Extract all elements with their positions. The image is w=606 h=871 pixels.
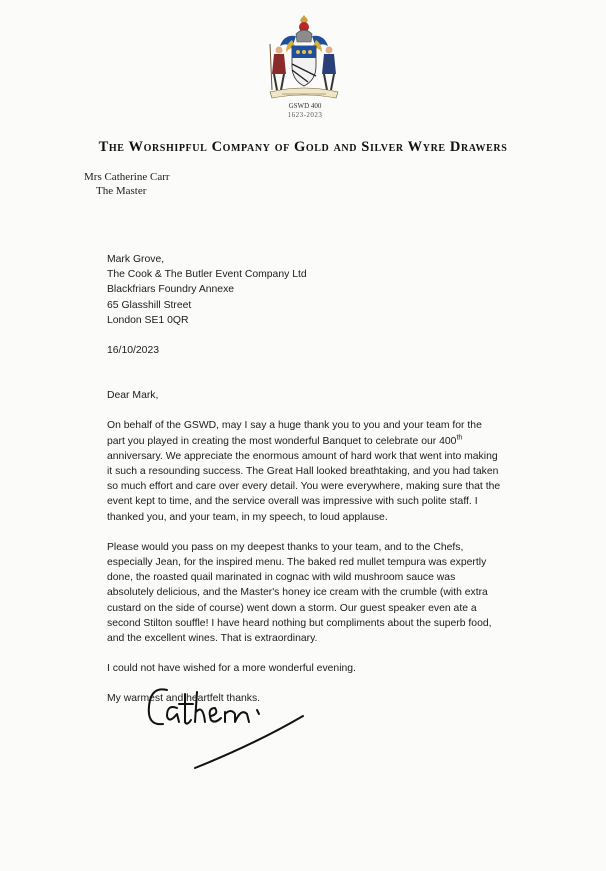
paragraph-3: I could not have wished for a more wonderful evening. xyxy=(107,663,356,675)
sender-name: Mrs Catherine Carr xyxy=(84,171,170,183)
address-line: London SE1 0QR xyxy=(107,314,189,326)
paragraph-1-end: anniversary. We appreciate the enormous amount of hard work that went into making it such a resounding success. The Great Hall looked breathtaking, and you had taken so much effort and care over every detail. You were everywhere, making sure that the event kept to time, and the service overall was impressive with such polite staff. I thanked you, and your team, in my speech, to loud applause. xyxy=(107,450,501,523)
paragraph-2: Please would you pass on my deepest thanks to your team, and to the Chefs, especially Jean, for the inspired menu. The baked red mullet tempura was expertly done, the roasted quail marinated in cognac with wild mushroom sauce was absolutely delicious, and the Master's honey ice cream with the crumble (with extra custard on the side of course) went down a storm. Our guest speaker even ate a second Stilton souffle! I have heard nothing but compliments about the superb food, and the excellent wines. That is extraordinary. xyxy=(107,541,492,645)
sender-role: The Master xyxy=(96,185,147,197)
address-line: The Cook & The Butler Event Company Ltd xyxy=(107,269,307,281)
salutation: Dear Mark, xyxy=(107,390,159,402)
letter-body xyxy=(107,252,502,707)
coat-of-arms-icon xyxy=(262,14,346,104)
closing: My warmest and heartfelt thanks. xyxy=(107,693,261,705)
address-line: Blackfriars Foundry Annexe xyxy=(107,284,235,296)
paragraph-1-start: On behalf of the GSWD, may I say a huge thank you to you and your team for the part you played in creating the most wonderful Banquet to celebrate our 400 xyxy=(107,420,482,447)
crest-years: 1623-2023 xyxy=(287,111,323,119)
handwritten-signature xyxy=(145,676,315,776)
crest-caption-text: GSWD 400 xyxy=(288,102,322,110)
recipient-address xyxy=(107,252,502,328)
ordinal-suffix: th xyxy=(456,434,463,442)
company-name: The Worshipful Company of Gold and Silver Wyre Drawers xyxy=(98,139,508,155)
paragraph-1 xyxy=(107,418,502,524)
letter-date: 16/10/2023 xyxy=(107,345,160,357)
crest-caption xyxy=(270,102,340,120)
sender-block xyxy=(84,170,170,198)
address-line: 65 Glasshill Street xyxy=(107,299,192,311)
address-line: Mark Grove, xyxy=(107,254,165,265)
